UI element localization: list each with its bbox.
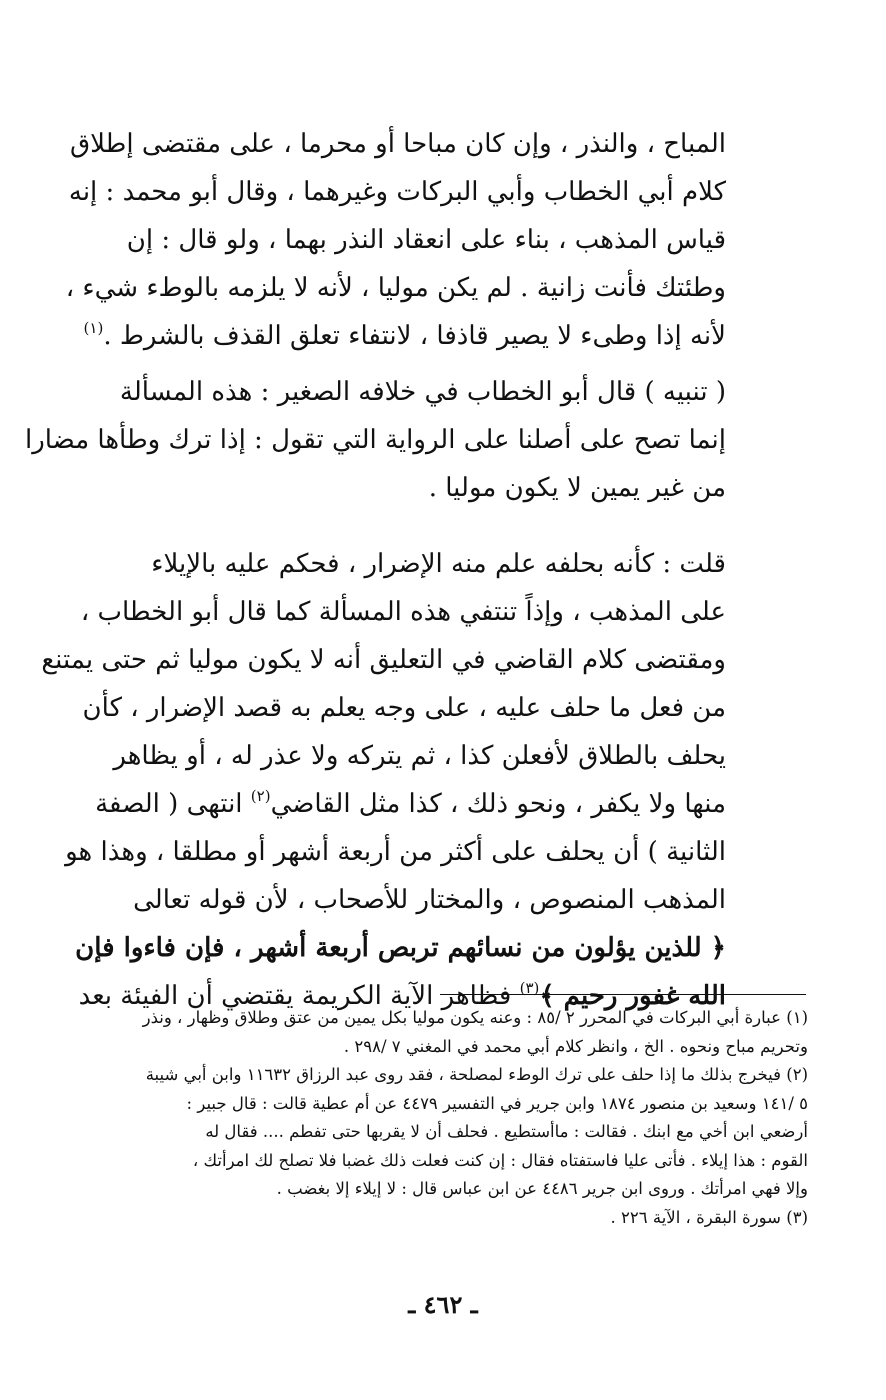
footnote-ref-2: (٢) (250, 787, 271, 805)
footnote-ref-1: (١) (83, 319, 104, 337)
text-line: المباح ، والنذر ، وإن كان مباحا أو محرما ، على مقتضى إطلاق (69, 129, 726, 159)
footnote-line: (٢) فيخرج بذلك ما إذا حلف على ترك الوطء لمصلحة ، فقد روى عبد الرزاق ١١٦٣٢ وابن أبي شيبة (145, 1065, 808, 1084)
text-line: قياس المذهب ، بناء على انعقاد النذر بهما ، ولو قال : إن (126, 225, 726, 255)
text-segment: منها ولا يكفر ، ونحو ذلك ، كذا مثل القاضي (270, 789, 726, 819)
text-line: على المذهب ، وإذاً تنتفي هذه المسألة كما قال أبو الخطاب ، (80, 597, 726, 627)
footnote-ref-3: (٣) (519, 979, 540, 997)
footnote-separator (440, 994, 806, 995)
text-line: من غير يمين لا يكون موليا . (428, 473, 726, 503)
footnotes (126, 1004, 808, 1232)
text-line: المذهب المنصوص ، والمختار للأصحاب ، لأن قوله تعالى (133, 885, 726, 915)
footnote-line: القوم : هذا إيلاء . فأتى عليا فاستفتاه فقال : إن كنت فعلت ذلك غضبا فلا تصلح لك امرأتك ، (192, 1150, 808, 1170)
footnote-line: أرضعي ابن أخي مع ابنك . فقالت : ماأستطيع . فحلف أن لا يقربها حتى تفطم .... فقال له (205, 1122, 808, 1141)
main-text (24, 120, 726, 1020)
text-line: ومقتضى كلام القاضي في التعليق أنه لا يكون موليا ثم حتى يمتنع (41, 645, 726, 675)
text-segment: انتهى ( الصفة (95, 789, 251, 819)
text-line: ( تنبيه ) قال أبو الخطاب في خلافه الصغير : هذه المسألة (119, 377, 726, 407)
text-line (95, 780, 726, 828)
footnote-line: (٣) سورة البقرة ، الآية ٢٢٦ . (610, 1207, 808, 1227)
text-line: وطئتك فأنت زانية . لم يكن موليا ، لأنه لا يلزمه بالوطء شيء ، (65, 273, 726, 303)
text-line: الثانية ) أن يحلف على أكثر من أربعة أشهر أو مطلقا ، وهذا هو (65, 837, 726, 867)
footnote-line: (١) عبارة أبي البركات في المحرر ٢ /٨٥ : وعنه يكون موليا بكل يمين من عتق وطلاق وظهار ، ونذر (142, 1008, 808, 1027)
text-line: قلت : كأنه بحلفه علم منه الإضرار ، فحكم عليه بالإيلاء (151, 549, 726, 579)
text-line: كلام أبي الخطاب وأبي البركات وغيرهما ، وقال أبو محمد : إنه (68, 177, 726, 207)
text-line: يحلف بالطلاق لأفعلن كذا ، ثم يتركه ولا عذر له ، أو يظاهر (113, 741, 726, 771)
paragraph-1 (65, 120, 726, 360)
quran-verse-line: ﴿ للذين يؤلون من نسائهم تربص أربعة أشهر ، فإن فاءوا فإن (75, 933, 726, 963)
footnote-line: وتحريم مباح ونحوه . الخ ، وانظر كلام أبي محمد في المغني ٧ /٢٩٨ . (343, 1036, 808, 1056)
text-line: إنما تصح على أصلنا على الرواية التي تقول : إذا ترك وطأها مضارا (24, 425, 726, 455)
footnote-line: وإلا فهي امرأتك . وروى ابن جرير ٤٤٨٦ عن ابن عباس قال : لا إيلاء إلا بغضب . (276, 1179, 808, 1198)
paragraph-3 (41, 540, 726, 1020)
quran-verse-segment: الله غفور رحيم ﴾ (539, 981, 726, 1011)
footnote-line: ٥ /١٤١ وسعيد بن منصور ١٨٧٤ وابن جرير في التفسير ٤٤٧٩ عن أم عطية قالت : قال جبير : (186, 1093, 808, 1113)
text-line: من فعل ما حلف عليه ، على وجه يعلم به قصد الإضرار ، كأن (82, 693, 726, 723)
text-segment: لأنه إذا وطىء لا يصير قاذفا ، لانتفاء تعلق القذف بالشرط . (103, 321, 726, 351)
page-number: ـ ٤٦٢ ـ (408, 1290, 478, 1319)
text-line (83, 312, 726, 360)
paragraph-2 (24, 368, 726, 512)
text-segment: فظاهر الآية الكريمة يقتضي أن الفيئة بعد (78, 981, 520, 1011)
